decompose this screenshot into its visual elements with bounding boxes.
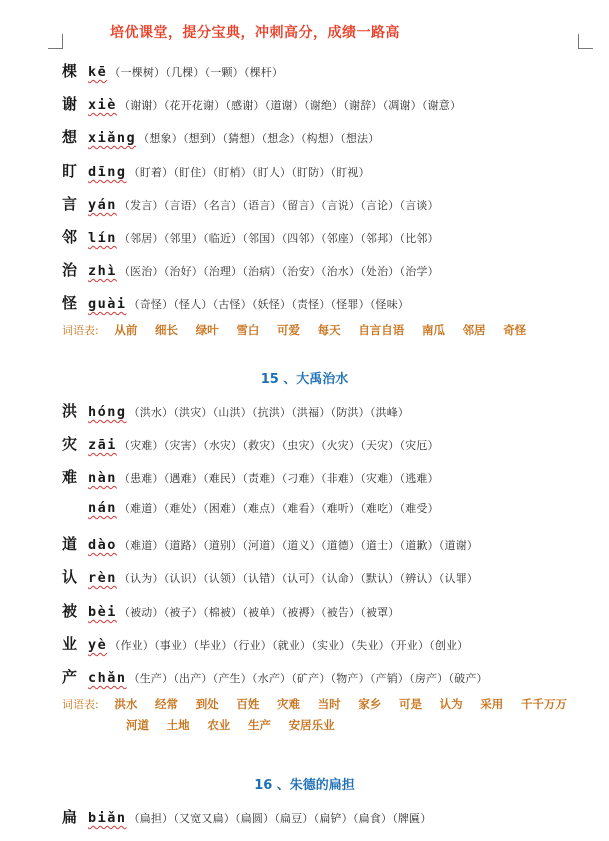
vocab-word: 灾难 <box>277 697 300 711</box>
entry-pinyin: chǎn <box>88 670 127 686</box>
entry-row <box>62 806 432 826</box>
entry-pinyin: xiǎng <box>88 130 137 146</box>
entry-row <box>62 433 439 453</box>
entry-char: 想 <box>62 128 78 146</box>
entry-row <box>62 226 439 246</box>
entry-words: （发言）（言语）（名言）（语言）（留言）（言说）（言论）（言谈） <box>118 199 439 212</box>
entry-words: （灾难）（灾害）（水灾）（救灾）（虫灾）（火灾）（天灾）（灾厄） <box>118 439 439 452</box>
entry-char: 邻 <box>62 228 78 246</box>
entry-pinyin: bèi <box>88 604 117 620</box>
vocab-word: 采用 <box>480 697 504 711</box>
vocab-word: 认为 <box>439 697 463 711</box>
vocab-word: 河道 <box>126 718 149 732</box>
entry-row <box>62 500 439 520</box>
entry-row <box>62 193 439 213</box>
vocab-word: 百姓 <box>236 697 260 711</box>
entry-pinyin: dīng <box>88 164 127 180</box>
page-corner-mark <box>48 34 63 49</box>
entry-words: （认为）（认识）（认领）（认错）（认可）（认命）（默认）（辨认）（认罪） <box>118 572 479 585</box>
vocab-word: 家乡 <box>358 697 382 711</box>
entry-char: 产 <box>62 668 78 686</box>
entry-row <box>62 600 400 620</box>
entry-words: （难道）（难处）（困难）（难点）（难看）（难听）（难吃）（难受） <box>118 502 439 515</box>
entry-pinyin: xiè <box>88 97 117 113</box>
entry-char: 治 <box>62 261 78 279</box>
entry-char: 业 <box>62 635 78 653</box>
entry-char: 谢 <box>62 95 78 113</box>
entry-row <box>62 666 488 686</box>
entry-words: （洪水）（洪灾）（山洪）（抗洪）（洪福）（防洪）（洪峰） <box>128 406 410 419</box>
vocab-word: 从前 <box>114 323 138 337</box>
entry-words: （作业）（事业）（毕业）（行业）（就业）（实业）（失业）（开业）（创业） <box>109 639 469 652</box>
entry-words: （盯着）（盯住）（盯梢）（盯人）（盯防）（盯视） <box>128 166 370 179</box>
page-banner: 培优课堂，提分宝典，冲刺高分，成绩一路高 <box>110 25 400 41</box>
entry-row <box>62 259 439 279</box>
vocab-word: 经常 <box>155 697 179 711</box>
vocab-word: 当时 <box>317 697 341 711</box>
entry-pinyin: dào <box>88 537 117 553</box>
entry-words: （邻居）（邻里）（临近）（邻国）（四邻）（邻座）（邻邦）（比邻） <box>118 232 439 245</box>
entry-row <box>62 160 370 180</box>
vocab-label: 词语表: <box>62 324 99 337</box>
entry-words: （一棵树）（几棵）（一颗）（棵杆） <box>109 66 284 79</box>
entry-char: 灾 <box>62 435 78 453</box>
page-corner-mark <box>578 34 593 49</box>
entry-char: 难 <box>62 468 78 486</box>
lesson-heading: 16 、朱德的扁担 <box>254 778 355 793</box>
entry-pinyin: rèn <box>88 570 117 586</box>
entry-row <box>62 93 461 113</box>
vocab-list <box>62 322 540 338</box>
entry-pinyin: lín <box>88 230 117 246</box>
entry-pinyin: yán <box>88 197 117 213</box>
entry-pinyin: yè <box>88 637 108 653</box>
entry-pinyin: zāi <box>88 437 117 453</box>
vocab-word: 细长 <box>155 323 179 337</box>
entry-pinyin: hóng <box>88 404 127 420</box>
vocab-word: 洪水 <box>114 697 138 711</box>
entry-char: 怪 <box>62 294 78 312</box>
entry-pinyin: biǎn <box>88 810 127 826</box>
entry-char: 扁 <box>62 808 78 826</box>
entry-row <box>62 466 439 486</box>
vocab-list <box>62 696 581 712</box>
vocab-label: 词语表: <box>62 698 99 711</box>
entry-row <box>62 400 409 420</box>
entry-row <box>62 633 468 653</box>
lesson-heading: 15 、大禹治水 <box>260 372 349 387</box>
entry-char: 棵 <box>62 62 78 80</box>
entry-pinyin: nán <box>88 500 117 516</box>
entry-row <box>62 126 379 146</box>
vocab-word: 千千万万 <box>520 697 567 711</box>
entry-char: 被 <box>62 602 78 620</box>
entry-char: 洪 <box>62 402 78 420</box>
vocab-word: 生产 <box>247 718 271 732</box>
entry-row <box>62 60 283 80</box>
entry-row <box>62 533 478 553</box>
entry-row <box>62 566 478 586</box>
entry-words: （被动）（被子）（棉被）（被单）（被褥）（被告）（被罩） <box>118 606 400 619</box>
vocab-word: 自言自语 <box>358 323 405 337</box>
vocab-word: 可是 <box>398 697 422 711</box>
entry-char: 道 <box>62 535 78 553</box>
entry-words: （想象）（想到）（猜想）（想念）（构想）（想法） <box>138 132 380 145</box>
vocab-list <box>126 717 349 733</box>
entry-words: （难道）（道路）（道别）（河道）（道义）（道德）（道士）（道歉）（道谢） <box>118 539 479 552</box>
entry-words: （扁担）（又宽又扁）（扁圆）（扁豆）（扁铲）（扁食）（牌匾） <box>128 812 432 825</box>
entry-pinyin: kē <box>88 64 108 80</box>
vocab-word: 邻居 <box>462 323 486 337</box>
vocab-word: 土地 <box>166 718 190 732</box>
entry-pinyin: guài <box>88 296 127 312</box>
entry-words: （医治）（治好）（治理）（治病）（治安）（治水）（处治）（治学） <box>118 265 439 278</box>
entry-words: （生产）（出产）（产生）（水产）（矿产）（物产）（产销）（房产）（破产） <box>128 672 488 685</box>
vocab-word: 到处 <box>195 697 219 711</box>
vocab-word: 奇怪 <box>503 323 527 337</box>
entry-char: 认 <box>62 568 78 586</box>
vocab-word: 雪白 <box>236 323 260 337</box>
entry-char: 言 <box>62 195 78 213</box>
entry-char: 盯 <box>62 162 78 180</box>
vocab-word: 安居乐业 <box>288 718 335 732</box>
vocab-word: 南瓜 <box>421 323 445 337</box>
entry-words: （谢谢）（花开花谢）（感谢）（道谢）（谢绝）（谢辞）（凋谢）（谢意） <box>118 99 462 112</box>
entry-row <box>62 292 409 312</box>
entry-words: （患难）（遇难）（难民）（责难）（刁难）（非难）（灾难）（逃难） <box>118 472 439 485</box>
entry-pinyin: zhì <box>88 263 117 279</box>
vocab-word: 绿叶 <box>195 323 219 337</box>
vocab-word: 可爱 <box>277 323 300 337</box>
entry-pinyin: nàn <box>88 470 117 486</box>
vocab-word: 每天 <box>317 323 341 337</box>
vocab-word: 农业 <box>207 718 231 732</box>
entry-words: （奇怪）（怪人）（古怪）（妖怪）（责怪）（怪罪）（怪味） <box>128 298 410 311</box>
